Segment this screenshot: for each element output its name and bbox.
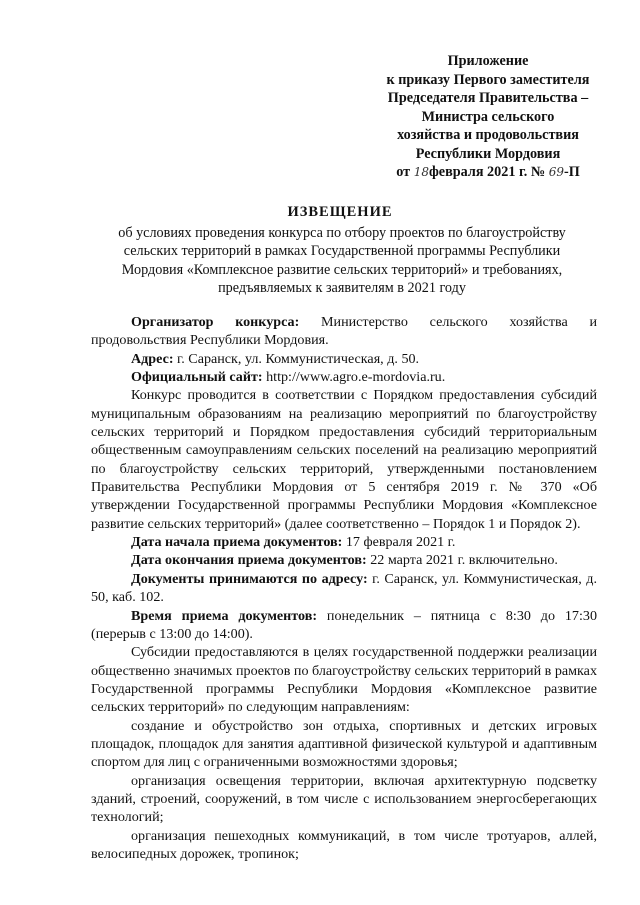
organizer-label: Организатор конкурса: bbox=[131, 314, 300, 330]
order-date-line bbox=[360, 163, 616, 182]
docs-address-paragraph bbox=[91, 570, 597, 607]
contest-paragraph: Конкурс проводится в соответствии с Порядком предоставления субсидий муниципальным образованиям на реализацию мероприятий по благоустройству сельских территорий и Порядком предоставления субсидий территориальным общественным самоуправлениям сельских поселений на реализацию мероприятий по благоустройству сельских территорий, утвержденными постановлением Правительства Республики Мордовия от 5 сентября 2019 г. № 370 «Об утверждении Государственной программы Республики Мордовия «Комплексное развитие сельских территорий» (далее соответственно – Порядок 1 и Порядок 2). bbox=[91, 387, 597, 532]
docs-address-value: г. Саранск, ул. Коммунистическая, д. 50, каб. 102. bbox=[91, 570, 597, 606]
date-prefix: от bbox=[396, 164, 414, 180]
address-label: Адрес: bbox=[131, 350, 174, 367]
subtitle-line: об условиях проведения конкурса по отбору проектов по благоустройству bbox=[118, 225, 566, 241]
end-date-value: 22 марта 2021 г. включительно. bbox=[366, 552, 558, 569]
appendix-line: к приказу Первого заместителя bbox=[386, 71, 590, 88]
appendix-line: Министра сельского bbox=[421, 108, 555, 125]
order-suffix: -П bbox=[563, 164, 580, 180]
reception-time-paragraph bbox=[91, 607, 597, 644]
handwritten-day: 18 bbox=[413, 165, 429, 179]
document-body bbox=[91, 313, 597, 863]
appendix-header bbox=[360, 52, 616, 182]
subtitle-line: предъявляемых к заявителям в 2021 году bbox=[218, 279, 466, 296]
start-date-label: Дата начала приема документов: bbox=[131, 534, 343, 551]
address-paragraph bbox=[91, 350, 597, 368]
direction-item: организация освещения территории, включая архитектурную подсветку зданий, строений, сооружений, в том числе с использованием энергосберегающих технологий; bbox=[91, 772, 597, 826]
organizer-value: Министерство сельского хозяйства и продовольствия Республики Мордовия. bbox=[91, 314, 598, 349]
end-date-label: Дата окончания приема документов: bbox=[131, 552, 367, 569]
date-rest: февраля 2021 г. № bbox=[428, 164, 549, 180]
docs-address-label: Документы принимаются по адресу: bbox=[131, 570, 368, 587]
site-label: Официальный сайт: bbox=[131, 369, 263, 386]
appendix-line: Приложение bbox=[447, 53, 529, 69]
direction-item: создание и обустройство зон отдыха, спортивных и детских игровых площадок, площадок для занятия адаптивной физической культурой и адаптивным спортом для лиц с ограниченными возможностями здоровья; bbox=[91, 717, 597, 771]
appendix-line: хозяйства и продовольствия bbox=[397, 127, 579, 143]
site-value: http://www.agro.e-mordovia.ru. bbox=[262, 369, 446, 386]
address-value: г. Саранск, ул. Коммунистическая, д. 50. bbox=[173, 350, 420, 367]
organizer-paragraph bbox=[91, 313, 597, 350]
subsidies-paragraph: Субсидии предоставляются в целях государственной поддержки реализации общественно значимых проектов по благоустройству сельских территорий в рамках Государственной программы Республики Мордовия «Комплексное развитие сельских территорий» по следующим направлениям: bbox=[91, 644, 597, 716]
reception-time-label: Время приема документов: bbox=[131, 607, 318, 624]
appendix-line: Республики Мордовия bbox=[415, 145, 561, 162]
subtitle-line: сельских территорий в рамках Государственной программы Республики bbox=[123, 243, 561, 260]
handwritten-order-number: 69 bbox=[548, 165, 564, 179]
document-title: ИЗВЕЩЕНИЕ bbox=[287, 204, 393, 220]
document-subtitle bbox=[92, 224, 592, 297]
appendix-line: Председателя Правительства – bbox=[387, 90, 589, 106]
start-date-paragraph bbox=[91, 533, 597, 551]
end-date-paragraph bbox=[91, 551, 597, 569]
reception-time-value: понедельник – пятница с 8:30 до 17:30 (перерыв с 13:00 до 14:00). bbox=[91, 607, 597, 642]
direction-item: организация пешеходных коммуникаций, в том числе тротуаров, аллей, велосипедных дорожек, тропинок; bbox=[91, 827, 597, 862]
start-date-value: 17 февраля 2021 г. bbox=[342, 534, 456, 551]
subtitle-line: Мордовия «Комплексное развитие сельских территорий» и требованиях, bbox=[121, 261, 563, 278]
site-paragraph bbox=[91, 368, 597, 386]
